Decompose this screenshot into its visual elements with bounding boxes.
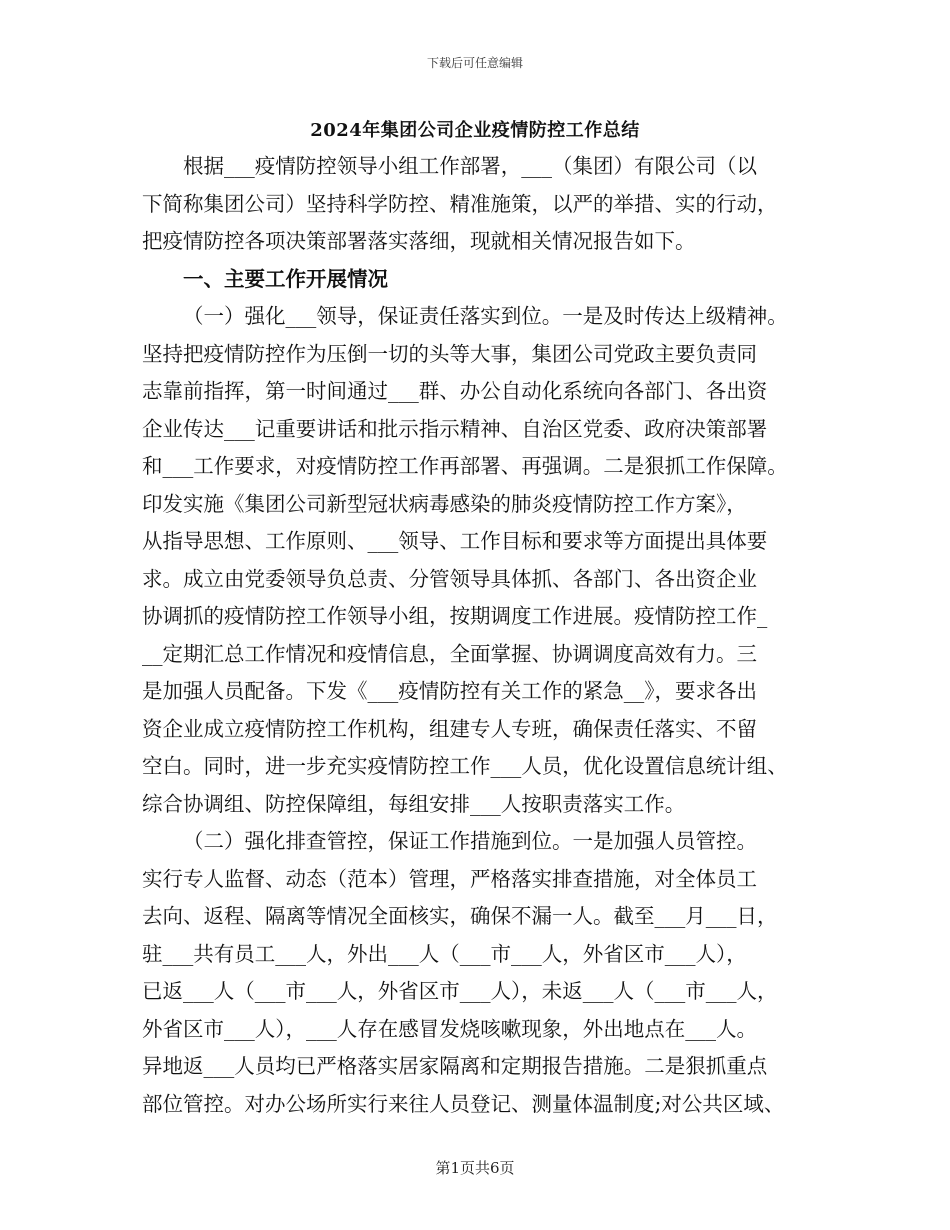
paragraph-line: （一）强化___领导，保证责任落实到位。一是及时传达上级精神。 [183, 304, 788, 328]
paragraph-line: 部位管控。对办公场所实行来往人员登记、测量体温制度;对公共区域、 [142, 1091, 785, 1116]
paragraph-line: 外省区市___人），___人存在感冒发烧咳嗽现象，外出地点在___人。 [142, 1016, 757, 1041]
page-number: 第1页共6页 [435, 1159, 515, 1177]
paragraph-line: __定期汇总工作情况和疫情信息，全面掌握、协调调度高效有力。三 [142, 641, 757, 666]
paragraph-line: 把疫情防控各项决策部署落实落细，现就相关情况报告如下。 [142, 229, 696, 253]
paragraph-line: 求。成立由党委领导负总责、分管领导具体抓、各部门、各出资企业 [142, 566, 757, 591]
paragraph-line: 印发实施《集团公司新型冠状病毒感染的肺炎疫情防控工作方案》， [142, 491, 747, 516]
paragraph-line: 坚持把疫情防控作为压倒一切的头等大事，集团公司党政主要负责同 [142, 341, 757, 366]
document-title: 2024年集团公司企业疫情防控工作总结 [310, 120, 640, 141]
paragraph-line: 资企业成立疫情防控工作机构，组建专人专班，确保责任落实、不留 [142, 716, 757, 741]
paragraph-line: 协调抓的疫情防控工作领导小组，按期调度工作进展。疫情防控工作_ [142, 604, 768, 628]
document-body [142, 148, 832, 1123]
paragraph-line: 异地返___人员均已严格落实居家隔离和定期报告措施。二是狠抓重点 [142, 1054, 768, 1078]
paragraph-line: （二）强化排查管控，保证工作措施到位。一是加强人员管控。 [183, 829, 757, 853]
paragraph-line: 驻___共有员工___人，外出___人（___市___人，外省区市___人）， [142, 941, 747, 966]
paragraph-line: 实行专人监督、动态（范本）管理，严格落实排查措施，对全体员工 [142, 866, 757, 891]
header-note: 下载后可任意编辑 [426, 56, 523, 70]
paragraph-line: 是加强人员配备。下发《___疫情防控有关工作的紧急__》，要求各出 [142, 679, 757, 703]
paragraph-line: 下简称集团公司）坚持科学防控、精准施策，以严的举措、实的行动， [142, 191, 778, 216]
paragraph-line: 企业传达___记重要讲话和批示指示精神、自治区党委、政府决策部署 [142, 416, 768, 441]
paragraph-line: 空白。同时，进一步充实疫情防控工作___人员，优化设置信息统计组、 [142, 754, 788, 778]
paragraph-line: 和___工作要求，对疫情防控工作再部署、再强调。二是狠抓工作保障。 [142, 454, 788, 478]
section-heading: 一、主要工作开展情况 [183, 266, 388, 291]
paragraph-line: 去向、返程、隔离等情况全面核实，确保不漏一人。截至___月___日， [142, 904, 778, 928]
paragraph-line: 根据___疫情防控领导小组工作部署，___（集团）有限公司（以 [183, 154, 757, 178]
paragraph-line: 志靠前指挥，第一时间通过___群、办公自动化系统向各部门、各出资 [142, 379, 768, 403]
paragraph-line: 综合协调组、防控保障组，每组安排___人按职责落实工作。 [142, 791, 686, 816]
paragraph-line: 已返___人（___市___人，外省区市___人），未返___人（___市___人， [142, 979, 778, 1003]
paragraph-line: 从指导思想、工作原则、___领导、工作目标和要求等方面提出具体要 [142, 529, 768, 553]
